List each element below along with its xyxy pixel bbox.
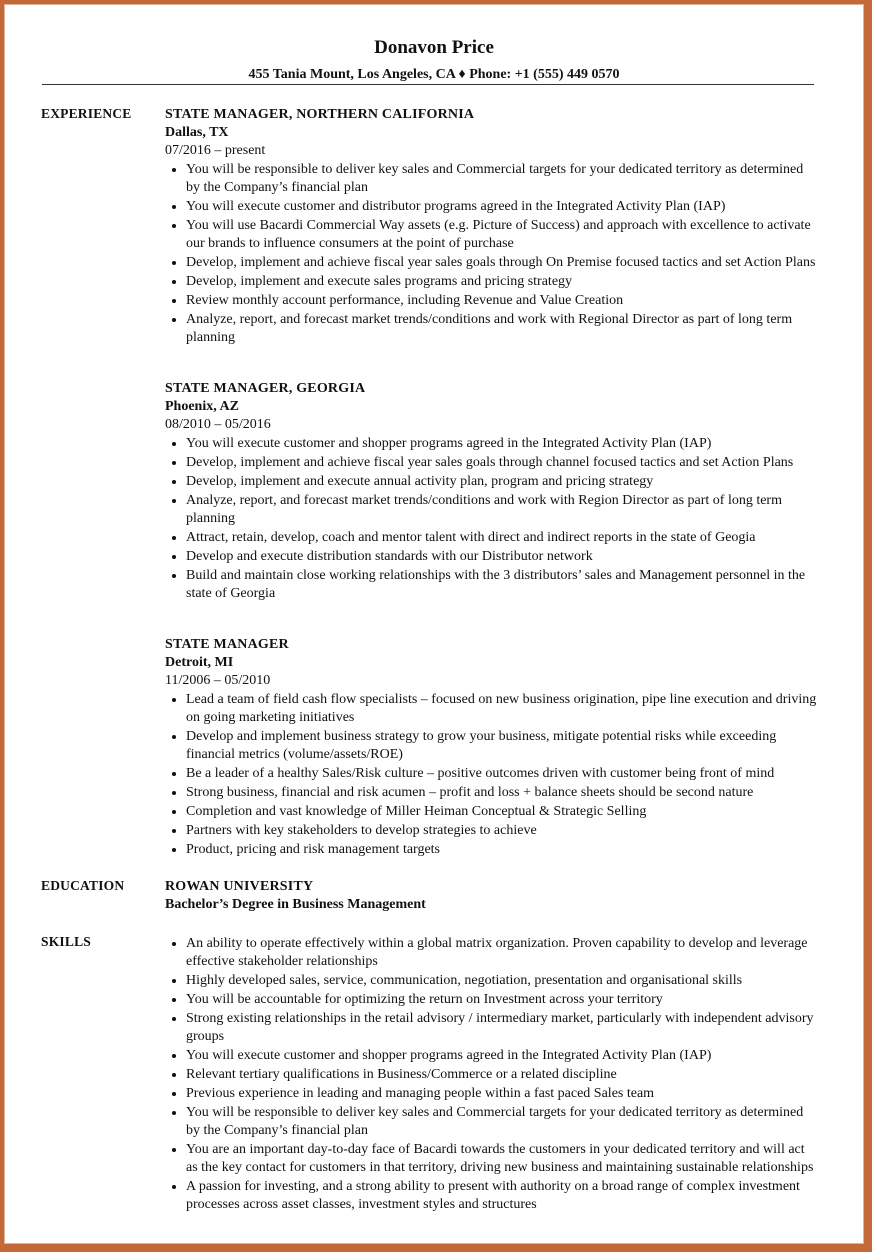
job-location: Detroit, MI: [165, 655, 234, 670]
job-dates: 08/2010 – 05/2016: [165, 417, 271, 432]
list-item: • You are an important day-to-day face of Bacardi towards the customers in your dedicated territory and will act as the key contact for customers in that territory, driving new business and maintaining sustainable relationships: [186, 1140, 817, 1177]
job-title: STATE MANAGER, NORTHERN CALIFORNIA: [165, 107, 475, 122]
list-item: • You will execute customer and shopper programs agreed in the Integrated Activity Plan (IAP): [186, 1046, 817, 1065]
list-item: • An ability to operate effectively within a global matrix organization. Proven capability to develop and leverage effective stakeholder relationships: [186, 934, 817, 971]
section-label-education: EDUCATION: [41, 878, 125, 893]
list-item: • Review monthly account performance, including Revenue and Value Creation: [186, 291, 817, 310]
list-item: • Develop and execute distribution standards with our Distributor network: [186, 547, 817, 566]
list-item: • Develop and implement business strategy to grow your business, mitigate potential risks while exceeding financial metrics (volume/assets/ROE): [186, 727, 817, 764]
skills-list: [165, 934, 817, 1214]
list-item: • Partners with key stakeholders to develop strategies to achieve: [186, 821, 817, 840]
list-item: • Develop, implement and execute annual activity plan, program and pricing strategy: [186, 472, 817, 491]
job-bullets: [165, 434, 817, 603]
degree: Bachelor’s Degree in Business Management: [165, 897, 426, 912]
job-bullets: [165, 690, 817, 859]
list-item: • Strong existing relationships in the retail advisory / intermediary market, particularly with independent advisory groups: [186, 1009, 817, 1046]
list-item: • Previous experience in leading and managing people within a fast paced Sales team: [186, 1084, 817, 1103]
school-name: ROWAN UNIVERSITY: [165, 879, 314, 894]
job-bullets: [165, 160, 817, 347]
list-item: • You will be accountable for optimizing the return on Investment across your territory: [186, 990, 817, 1009]
list-item: • Analyze, report, and forecast market trends/conditions and work with Region Director as part of long term planning: [186, 491, 817, 528]
list-item: • You will execute customer and distributor programs agreed in the Integrated Activity Plan (IAP): [186, 197, 817, 216]
list-item: • A passion for investing, and a strong ability to present with authority on a broad range of complex investment processes across asset classes, investment styles and structures: [186, 1177, 817, 1214]
skills-bullets: [165, 934, 817, 1214]
section-label-experience: EXPERIENCE: [41, 106, 132, 121]
list-item: • Lead a team of field cash flow specialists – focused on new business origination, pipe line execution and driving on going marketing initiatives: [186, 690, 817, 727]
list-item: • Develop, implement and achieve fiscal year sales goals through channel focused tactics and set Action Plans: [186, 453, 817, 472]
job-location: Dallas, TX: [165, 125, 229, 140]
list-item: • Highly developed sales, service, communication, negotiation, presentation and organisational skills: [186, 971, 817, 990]
list-item: • Analyze, report, and forecast market trends/conditions and work with Regional Director as part of long term planning: [186, 310, 817, 347]
list-item: • Attract, retain, develop, coach and mentor talent with direct and indirect reports in the state of Geogia: [186, 528, 817, 547]
job-location: Phoenix, AZ: [165, 399, 239, 414]
job-title: STATE MANAGER, GEORGIA: [165, 381, 366, 396]
list-item: • Product, pricing and risk management targets: [186, 840, 817, 859]
list-item: • Be a leader of a healthy Sales/Risk culture – positive outcomes driven with customer being front of mind: [186, 764, 817, 783]
list-item: • You will be responsible to deliver key sales and Commercial targets for your dedicated territory as determined by the Company’s financial plan: [186, 160, 817, 197]
contact-line: 455 Tania Mount, Los Angeles, CA ♦ Phone: +1 (555) 449 0570: [248, 67, 620, 82]
job-entry: [165, 636, 817, 859]
job-entry: [165, 106, 817, 347]
list-item: • Relevant tertiary qualifications in Business/Commerce or a related discipline: [186, 1065, 817, 1084]
job-dates: 11/2006 – 05/2010: [165, 673, 271, 688]
candidate-name: Donavon Price: [374, 37, 494, 58]
list-item: • Develop, implement and execute sales programs and pricing strategy: [186, 272, 817, 291]
list-item: • You will use Bacardi Commercial Way assets (e.g. Picture of Success) and approach with excellence to activate our brands to influence consumers at the point of purchase: [186, 216, 817, 253]
list-item: • Develop, implement and achieve fiscal year sales goals through On Premise focused tactics and set Action Plans: [186, 253, 817, 272]
job-entry: [165, 380, 817, 603]
job-title: STATE MANAGER: [165, 637, 289, 652]
resume-page: [4, 4, 864, 1244]
job-dates: 07/2016 – present: [165, 143, 266, 158]
list-item: • You will be responsible to deliver key sales and Commercial targets for your dedicated territory as determined by the Company’s financial plan: [186, 1103, 817, 1140]
header-divider: [42, 84, 814, 85]
list-item: • Strong business, financial and risk acumen – profit and loss + balance sheets should be second nature: [186, 783, 817, 802]
list-item: • You will execute customer and shopper programs agreed in the Integrated Activity Plan (IAP): [186, 434, 817, 453]
list-item: • Completion and vast knowledge of Miller Heiman Conceptual & Strategic Selling: [186, 802, 817, 821]
section-label-skills: SKILLS: [41, 934, 91, 949]
education-entry: [165, 878, 817, 914]
list-item: • Build and maintain close working relationships with the 3 distributors’ sales and Management personnel in the state of Georgia: [186, 566, 817, 603]
